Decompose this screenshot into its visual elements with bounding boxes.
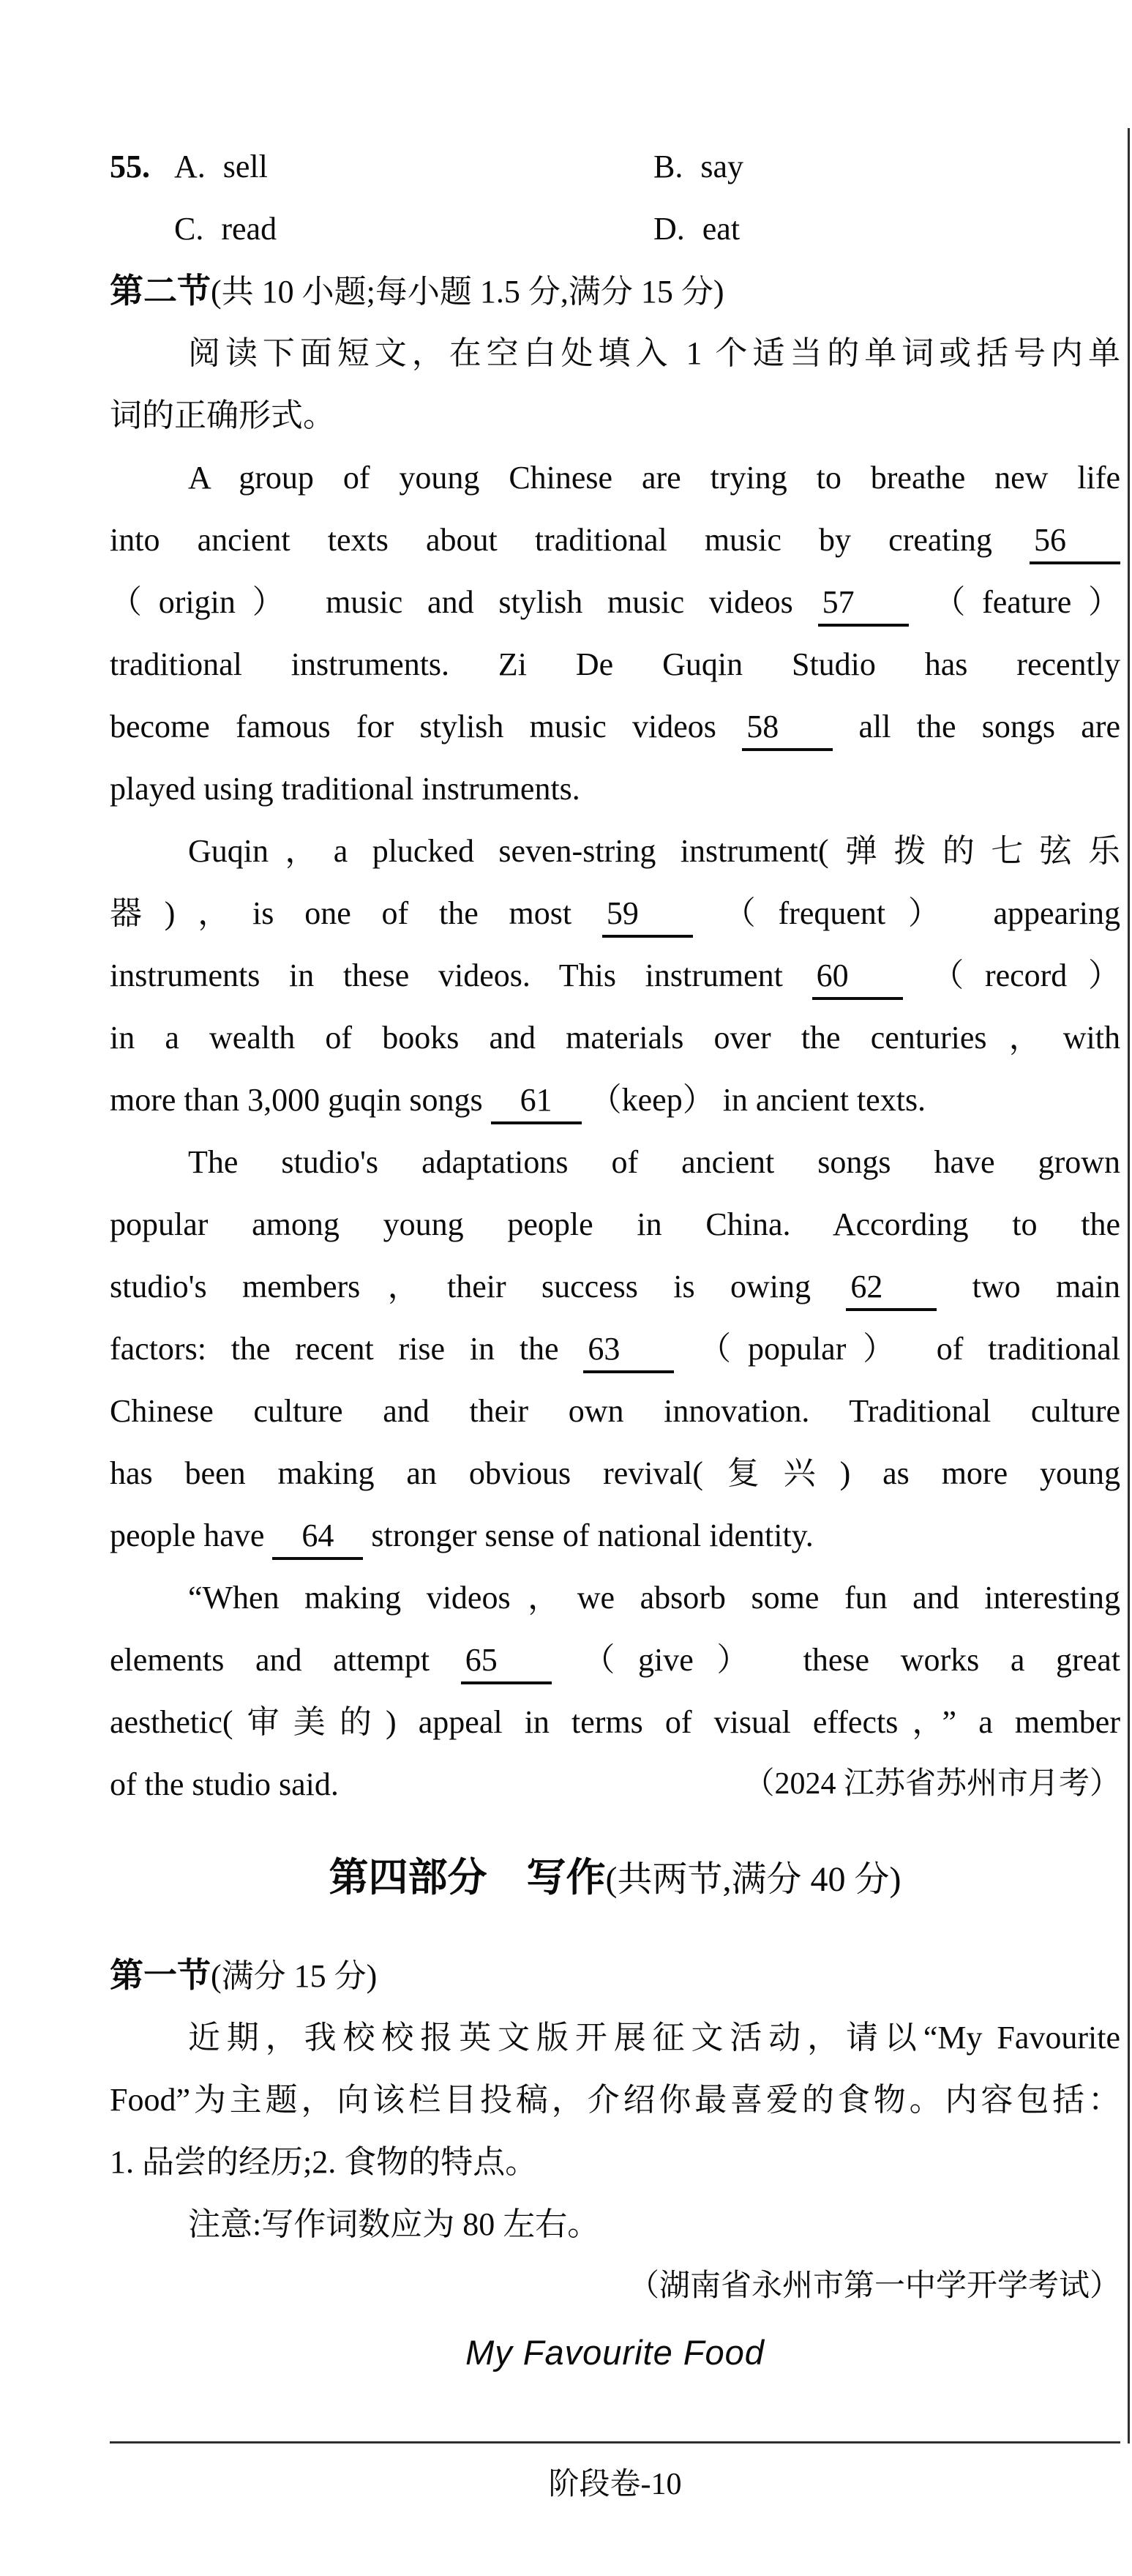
section1-heading-score: (满分 15 分): [211, 1958, 378, 1994]
option-b-text: say: [700, 149, 744, 184]
text-line: Food”为主题，向该栏目投稿，介绍你最喜爱的食物。内容包括：: [110, 2082, 1120, 2118]
option-d: [653, 198, 1120, 260]
text-line: people have 64 stronger sense of national identity.: [110, 1504, 1120, 1567]
question-number: 55.: [110, 149, 150, 184]
blank-62: 62: [846, 1270, 937, 1311]
text-line: become famous for stylish music videos 58 all the songs are: [110, 695, 1120, 758]
passage-paragraph-2: [110, 820, 1120, 1131]
footer-page-label: 阶段卷-10: [548, 2468, 682, 2501]
text-line: traditional instruments. Zi De Guqin Studio has recently: [110, 646, 1120, 682]
section2-heading-title: 第二节: [110, 272, 211, 310]
passage-paragraph-4: [110, 1567, 1120, 1753]
text-line: popular among young people in China. According to the: [110, 1206, 1120, 1242]
option-a-text: sell: [222, 149, 268, 184]
text-line: has been making an obvious revival(复兴) as more young: [110, 1455, 1120, 1491]
option-d-label: D.: [653, 211, 685, 247]
option-c-label: C.: [174, 211, 204, 247]
text-line: A group of young Chinese are trying to breathe new life: [188, 460, 1120, 496]
text-line: studio's members，their success is owing 62 two main: [110, 1255, 1120, 1318]
passage-last-text: of the studio said.: [110, 1766, 339, 1802]
writing-source: （湖南省永州市第一中学开学考试）: [628, 2269, 1120, 2303]
writing-prompt: [110, 2006, 1120, 2193]
page-border-line: [1128, 128, 1130, 2444]
blank-64: 64: [272, 1519, 363, 1560]
section2-instruction: [110, 322, 1120, 447]
section2-heading: [110, 260, 1120, 322]
question-55-row-2: [110, 198, 1120, 260]
text-line: played using traditional instruments.: [110, 771, 580, 807]
option-b-label: B.: [653, 149, 683, 184]
option-a: [174, 135, 653, 198]
text-line: elements and attempt 65 （give） these works a great: [110, 1629, 1120, 1691]
text-line: “When making videos，we absorb some fun and interesting: [188, 1580, 1120, 1616]
blank-57: 57: [818, 586, 909, 627]
essay-title: My Favourite Food: [465, 2333, 765, 2372]
blank-61: 61: [491, 1083, 582, 1124]
blank-63: 63: [583, 1332, 674, 1373]
section1-heading: [110, 1944, 1120, 2006]
option-d-text: eat: [702, 211, 741, 247]
text-line: Chinese culture and their own innovation. Traditional culture: [110, 1393, 1120, 1429]
option-c-text: read: [221, 211, 277, 247]
blank-58: 58: [742, 710, 833, 751]
text-line: 词的正确形式。: [110, 397, 335, 433]
text-line: Guqin，a plucked seven-string instrument(弹拨的七弦乐: [188, 833, 1120, 869]
text-line: into ancient texts about traditional music by creating 56: [110, 509, 1120, 571]
text-line: factors: the recent rise in the 63 （popular） of traditional: [110, 1318, 1120, 1380]
text-column: [110, 135, 1120, 2516]
writing-notice: 注意:写作词数应为 80 左右。: [188, 2206, 600, 2242]
part4-heading: [110, 1837, 1120, 1918]
text-line: （origin） music and stylish music videos 57 （feature）: [110, 571, 1120, 633]
part4-heading-score: (共两节,满分 40 分): [605, 1860, 902, 1899]
text-line: in a wealth of books and materials over the centuries，with: [110, 1020, 1120, 1056]
blank-60: 60: [812, 959, 903, 1000]
text-line: more than 3,000 guqin songs 61 （keep） in ancient texts.: [110, 1069, 1120, 1131]
passage-last-line: [110, 1753, 1120, 1815]
text-line: The studio's adaptations of ancient songs have grown: [188, 1144, 1120, 1180]
footer-divider: [110, 2441, 1120, 2444]
section1-heading-title: 第一节: [110, 1956, 211, 1994]
text-line: 1. 品尝的经历;2. 食物的特点。: [110, 2144, 538, 2180]
option-c: [174, 198, 653, 260]
passage-paragraph-3: [110, 1131, 1120, 1567]
section2-heading-score: (共 10 小题;每小题 1.5 分,满分 15 分): [211, 274, 724, 310]
part4-heading-title: 第四部分 写作: [329, 1856, 606, 1900]
text-line: aesthetic(审美的) appeal in terms of visual effects，” a member: [110, 1704, 1120, 1740]
passage-source: （2024 江苏省苏州市月考）: [743, 1767, 1120, 1801]
blank-59: 59: [602, 897, 693, 938]
text-line: 器)，is one of the most 59 （frequent） appearing: [110, 882, 1120, 944]
question-55-row-1: [110, 135, 1120, 198]
passage-paragraph-1: [110, 447, 1120, 820]
text-line: 阅读下面短文，在空白处填入 1 个适当的单词或括号内单: [188, 335, 1120, 371]
text-line: instruments in these videos. This instrument 60 （record）: [110, 944, 1120, 1007]
blank-65: 65: [461, 1643, 552, 1684]
option-a-label: A.: [174, 149, 206, 184]
blank-56: 56: [1030, 523, 1120, 564]
option-b: [653, 135, 1120, 198]
text-line: 近期，我校校报英文版开展征文活动，请以“My Favourite: [188, 2020, 1120, 2056]
